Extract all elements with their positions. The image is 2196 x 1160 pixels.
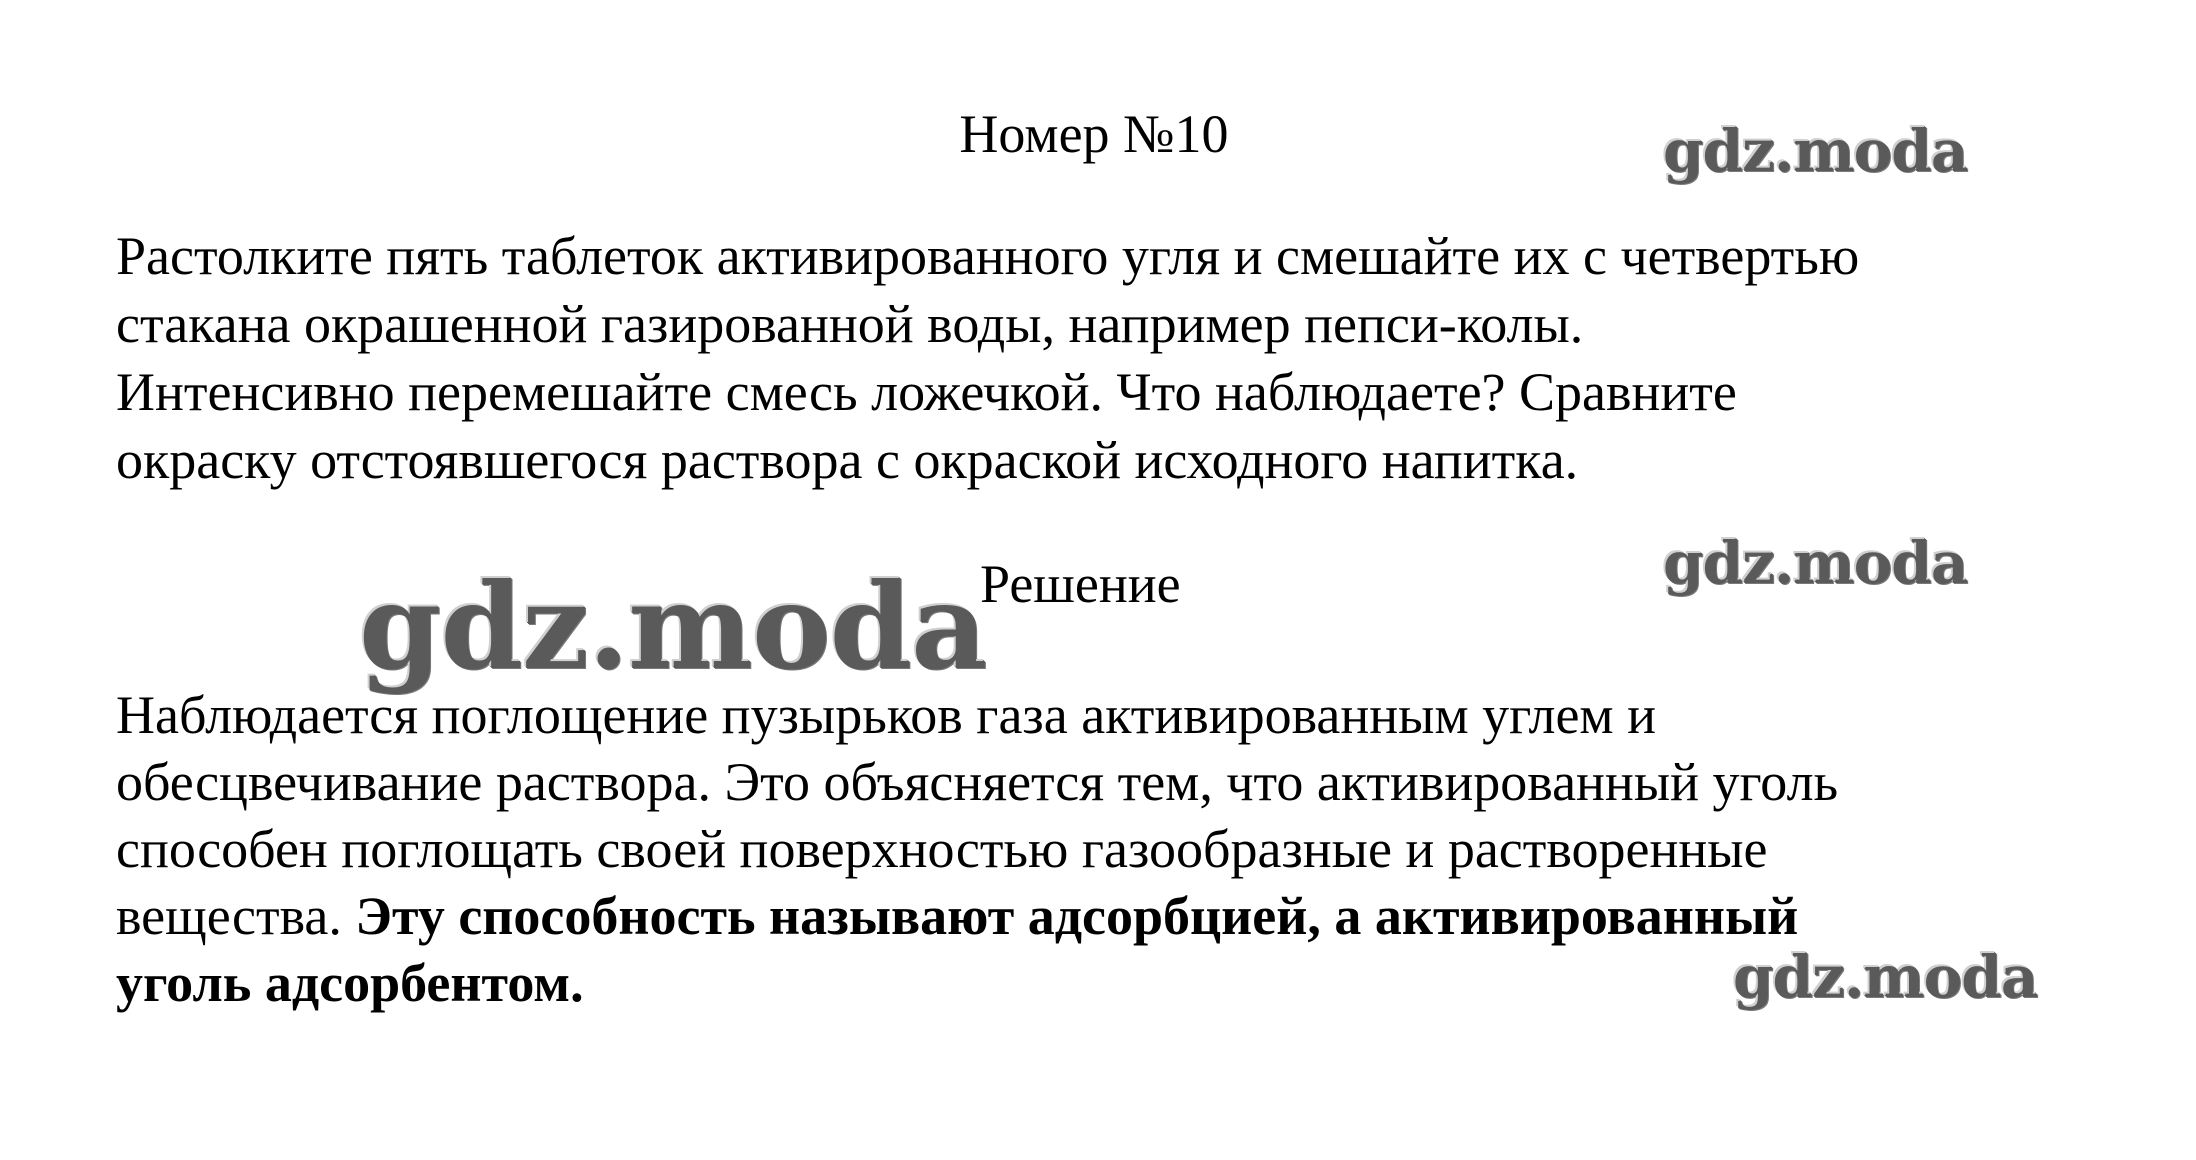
task-line: стакана окрашенной газированной воды, например пепси-колы.: [116, 294, 1584, 354]
task-line: Растолките пять таблеток активированного угля и смешайте их с четвертью: [116, 226, 1860, 286]
answer-plain-text: вещества.: [116, 886, 356, 946]
watermark-logo: gdz.moda: [358, 556, 986, 695]
answer-line: обесцвечивание раствора. Это объясняется тем, что активированный уголь: [116, 752, 1839, 812]
task-text: [116, 222, 2116, 494]
watermark-logo: gdz.moda: [1662, 116, 1967, 184]
answer-line: Наблюдается поглощение пузырьков газа активированным углем и: [116, 685, 1657, 745]
task-line: Интенсивно перемешайте смесь ложечкой. Что наблюдаете? Сравните: [116, 362, 1737, 422]
answer-line: [116, 883, 2116, 950]
answer-bold-text: уголь адсорбентом.: [116, 953, 584, 1013]
watermark-logo: gdz.moda: [1662, 528, 1967, 596]
answer-line: способен поглощать своей поверхностью газообразные и растворенные: [116, 819, 1768, 879]
page-title: Номер №10: [959, 104, 1229, 164]
answer-bold-text: Эту способность называют адсорбцией, а активированный: [355, 886, 1799, 946]
watermark-logo: gdz.moda: [1732, 942, 2037, 1010]
solution-heading: Решение: [980, 554, 1181, 614]
task-line: окраску отстоявшегося раствора с окраской исходного напитка.: [116, 430, 1579, 490]
